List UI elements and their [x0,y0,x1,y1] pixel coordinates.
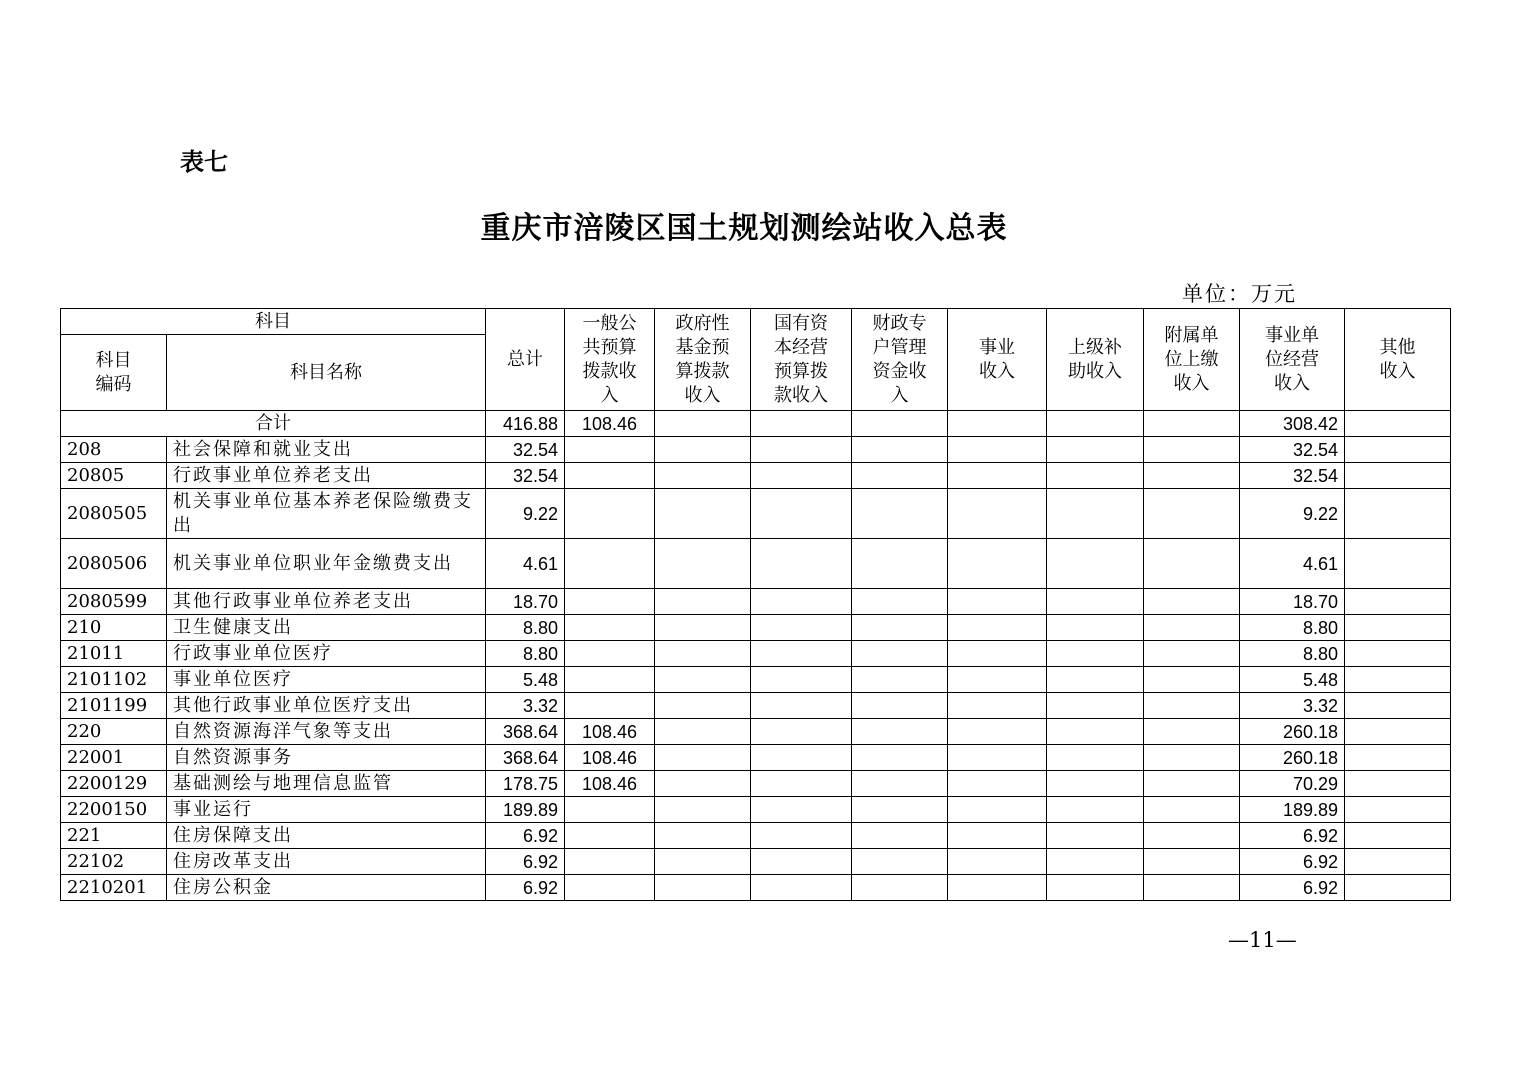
table-row [61,693,1451,719]
other-income-cell [1345,693,1451,719]
other-income-cell [1345,849,1451,875]
document-title: 重庆市涪陵区国土规划测绘站收入总表 [480,211,1008,246]
fiscal-account-cell [852,539,948,589]
code-cell: 22102 [61,849,167,875]
business-income-cell [948,849,1047,875]
gov-fund-cell [655,771,751,797]
table-row [61,641,1451,667]
fiscal-account-cell [852,823,948,849]
other-income-cell [1345,489,1451,539]
other-income-cell [1345,589,1451,615]
operating-income-cell: 9.22 [1240,489,1345,539]
affiliated-payment-cell [1144,463,1240,489]
state-capital-cell [751,539,852,589]
general-budget-cell [565,589,655,615]
operating-income-cell: 308.42 [1240,411,1345,437]
business-income-cell [948,539,1047,589]
table-row [61,615,1451,641]
code-cell: 2101199 [61,693,167,719]
total-cell: 178.75 [486,771,565,797]
state-capital-cell [751,719,852,745]
fiscal-account-cell [852,797,948,823]
name-cell: 基础测绘与地理信息监管 [167,771,486,797]
affiliated-payment-cell [1144,745,1240,771]
gov-fund-cell [655,641,751,667]
general-budget-cell [565,797,655,823]
name-cell: 住房公积金 [167,875,486,901]
general-budget-cell [565,437,655,463]
business-income-cell [948,875,1047,901]
state-capital-cell [751,823,852,849]
state-capital-cell [751,849,852,875]
general-budget-cell [565,539,655,589]
total-cell: 3.32 [486,693,565,719]
business-income-cell [948,745,1047,771]
affiliated-payment-cell [1144,771,1240,797]
header-gov-fund: 政府性 基金预 算拨款 收入 [655,309,751,411]
total-cell: 18.70 [486,589,565,615]
total-cell: 6.92 [486,823,565,849]
code-cell: 220 [61,719,167,745]
fiscal-account-cell [852,745,948,771]
state-capital-cell [751,615,852,641]
header-superior-subsidy: 上级补 助收入 [1047,309,1144,411]
fiscal-account-cell [852,463,948,489]
table-body [61,437,1451,901]
table-row [61,437,1451,463]
total-cell: 189.89 [486,797,565,823]
operating-income-cell: 6.92 [1240,823,1345,849]
general-budget-cell [565,641,655,667]
affiliated-payment-cell [1144,849,1240,875]
superior-subsidy-cell [1047,719,1144,745]
code-cell: 2080505 [61,489,167,539]
name-cell: 其他行政事业单位医疗支出 [167,693,486,719]
fiscal-account-cell [852,771,948,797]
operating-income-cell: 3.32 [1240,693,1345,719]
general-budget-cell [565,615,655,641]
affiliated-payment-cell [1144,489,1240,539]
code-cell: 22001 [61,745,167,771]
header-row-1 [61,309,1451,335]
gov-fund-cell [655,719,751,745]
operating-income-cell: 32.54 [1240,437,1345,463]
header-general-budget: 一般公 共预算 拨款收 入 [565,309,655,411]
name-cell: 住房改革支出 [167,849,486,875]
business-income-cell [948,463,1047,489]
fiscal-account-cell [852,849,948,875]
business-income-cell [948,667,1047,693]
header-fiscal-account: 财政专 户管理 资金收 入 [852,309,948,411]
gov-fund-cell [655,745,751,771]
name-cell: 社会保障和就业支出 [167,437,486,463]
total-label: 合计 [61,411,486,437]
name-cell: 卫生健康支出 [167,615,486,641]
header-subject-group: 科目 [61,309,486,335]
other-income-cell [1345,437,1451,463]
general-budget-cell: 108.46 [565,411,655,437]
other-income-cell [1345,875,1451,901]
name-cell: 自然资源海洋气象等支出 [167,719,486,745]
superior-subsidy-cell [1047,539,1144,589]
table-label: 表七 [180,148,228,176]
table-row [61,875,1451,901]
operating-income-cell: 260.18 [1240,719,1345,745]
business-income-cell [948,489,1047,539]
superior-subsidy-cell [1047,693,1144,719]
fiscal-account-cell [852,489,948,539]
affiliated-payment-cell [1144,693,1240,719]
table-row [61,849,1451,875]
other-income-cell [1345,667,1451,693]
gov-fund-cell [655,489,751,539]
other-income-cell [1345,771,1451,797]
affiliated-payment-cell [1144,539,1240,589]
name-cell: 机关事业单位基本养老保险缴费支出 [167,489,486,539]
state-capital-cell [751,875,852,901]
business-income-cell [948,437,1047,463]
header-operating-income: 事业单 位经营 收入 [1240,309,1345,411]
superior-subsidy-cell [1047,667,1144,693]
header-other-income: 其他 收入 [1345,309,1451,411]
gov-fund-cell [655,849,751,875]
affiliated-payment-cell [1144,589,1240,615]
gov-fund-cell [655,875,751,901]
total-cell: 32.54 [486,437,565,463]
other-income-cell [1345,745,1451,771]
gov-fund-cell [655,463,751,489]
affiliated-payment-cell [1144,615,1240,641]
name-cell: 住房保障支出 [167,823,486,849]
operating-income-cell: 32.54 [1240,463,1345,489]
table-row [61,539,1451,589]
table-row [61,719,1451,745]
table-row [61,771,1451,797]
table-row [61,667,1451,693]
table-row [61,589,1451,615]
affiliated-payment-cell [1144,875,1240,901]
affiliated-payment-cell [1144,667,1240,693]
general-budget-cell [565,875,655,901]
name-cell: 行政事业单位医疗 [167,641,486,667]
operating-income-cell: 260.18 [1240,745,1345,771]
general-budget-cell [565,693,655,719]
state-capital-cell [751,745,852,771]
state-capital-cell [751,463,852,489]
business-income-cell [948,823,1047,849]
general-budget-cell [565,489,655,539]
header-affiliated-payment: 附属单 位上缴 收入 [1144,309,1240,411]
affiliated-payment-cell [1144,641,1240,667]
operating-income-cell: 5.48 [1240,667,1345,693]
business-income-cell [948,589,1047,615]
business-income-cell [948,693,1047,719]
header-code: 科目 编码 [61,335,167,411]
gov-fund-cell [655,797,751,823]
header-name: 科目名称 [167,335,486,411]
other-income-cell [1345,539,1451,589]
name-cell: 行政事业单位养老支出 [167,463,486,489]
superior-subsidy-cell [1047,875,1144,901]
code-cell: 2210201 [61,875,167,901]
operating-income-cell: 6.92 [1240,875,1345,901]
name-cell: 其他行政事业单位养老支出 [167,589,486,615]
total-cell: 32.54 [486,463,565,489]
total-cell: 368.64 [486,719,565,745]
general-budget-cell: 108.46 [565,719,655,745]
table-row [61,823,1451,849]
superior-subsidy-cell [1047,641,1144,667]
name-cell: 自然资源事务 [167,745,486,771]
code-cell: 21011 [61,641,167,667]
name-cell: 事业运行 [167,797,486,823]
superior-subsidy-cell [1047,823,1144,849]
other-income-cell [1345,615,1451,641]
business-income-cell [948,641,1047,667]
general-budget-cell: 108.46 [565,771,655,797]
gov-fund-cell [655,615,751,641]
gov-fund-cell [655,539,751,589]
operating-income-cell: 70.29 [1240,771,1345,797]
total-cell: 6.92 [486,875,565,901]
general-budget-cell [565,667,655,693]
superior-subsidy-cell [1047,437,1144,463]
income-summary-table [60,308,1451,901]
code-cell: 210 [61,615,167,641]
general-budget-cell [565,849,655,875]
other-income-cell [1345,641,1451,667]
fiscal-account-cell [852,693,948,719]
affiliated-payment-cell [1144,797,1240,823]
state-capital-cell [751,589,852,615]
state-capital-cell [751,693,852,719]
state-capital-cell [751,667,852,693]
table-row [61,745,1451,771]
name-cell: 机关事业单位职业年金缴费支出 [167,539,486,589]
operating-income-cell: 4.61 [1240,539,1345,589]
total-cell: 8.80 [486,615,565,641]
state-capital-cell [751,489,852,539]
superior-subsidy-cell [1047,849,1144,875]
code-cell: 208 [61,437,167,463]
code-cell: 221 [61,823,167,849]
fiscal-account-cell [852,615,948,641]
table-row [61,463,1451,489]
fiscal-account-cell [852,719,948,745]
gov-fund-cell [655,437,751,463]
general-budget-cell [565,823,655,849]
business-income-cell [948,771,1047,797]
total-cell: 4.61 [486,539,565,589]
state-capital-cell [751,437,852,463]
code-cell: 2200150 [61,797,167,823]
gov-fund-cell [655,693,751,719]
table-row [61,797,1451,823]
total-cell: 5.48 [486,667,565,693]
unit-label: 单位：万元 [1182,282,1297,306]
total-cell: 8.80 [486,641,565,667]
fiscal-account-cell [852,667,948,693]
state-capital-cell [751,771,852,797]
affiliated-payment-cell [1144,437,1240,463]
other-income-cell [1345,797,1451,823]
code-cell: 20805 [61,463,167,489]
general-budget-cell: 108.46 [565,745,655,771]
affiliated-payment-cell [1144,719,1240,745]
fiscal-account-cell [852,875,948,901]
header-business-income: 事业 收入 [948,309,1047,411]
business-income-cell [948,719,1047,745]
fiscal-account-cell [852,641,948,667]
fiscal-account-cell [852,437,948,463]
gov-fund-cell [655,667,751,693]
total-cell: 6.92 [486,849,565,875]
superior-subsidy-cell [1047,745,1144,771]
code-cell: 2080599 [61,589,167,615]
general-budget-cell [565,463,655,489]
other-income-cell [1345,823,1451,849]
operating-income-cell: 18.70 [1240,589,1345,615]
other-income-cell [1345,463,1451,489]
fiscal-account-cell [852,589,948,615]
name-cell: 事业单位医疗 [167,667,486,693]
header-total: 总计 [486,309,565,411]
superior-subsidy-cell [1047,463,1144,489]
state-capital-cell [751,641,852,667]
header-state-capital: 国有资 本经营 预算拨 款收入 [751,309,852,411]
code-cell: 2200129 [61,771,167,797]
affiliated-payment-cell [1144,823,1240,849]
superior-subsidy-cell [1047,797,1144,823]
table-row [61,489,1451,539]
superior-subsidy-cell [1047,771,1144,797]
other-income-cell [1345,719,1451,745]
code-cell: 2101102 [61,667,167,693]
business-income-cell [948,615,1047,641]
gov-fund-cell [655,589,751,615]
page-number: —11— [1228,928,1297,952]
total-cell: 368.64 [486,745,565,771]
total-cell: 416.88 [486,411,565,437]
operating-income-cell: 6.92 [1240,849,1345,875]
operating-income-cell: 189.89 [1240,797,1345,823]
business-income-cell [948,797,1047,823]
operating-income-cell: 8.80 [1240,641,1345,667]
gov-fund-cell [655,823,751,849]
operating-income-cell: 8.80 [1240,615,1345,641]
superior-subsidy-cell [1047,489,1144,539]
superior-subsidy-cell [1047,589,1144,615]
state-capital-cell [751,797,852,823]
code-cell: 2080506 [61,539,167,589]
total-cell: 9.22 [486,489,565,539]
superior-subsidy-cell [1047,615,1144,641]
total-row [61,411,1451,437]
